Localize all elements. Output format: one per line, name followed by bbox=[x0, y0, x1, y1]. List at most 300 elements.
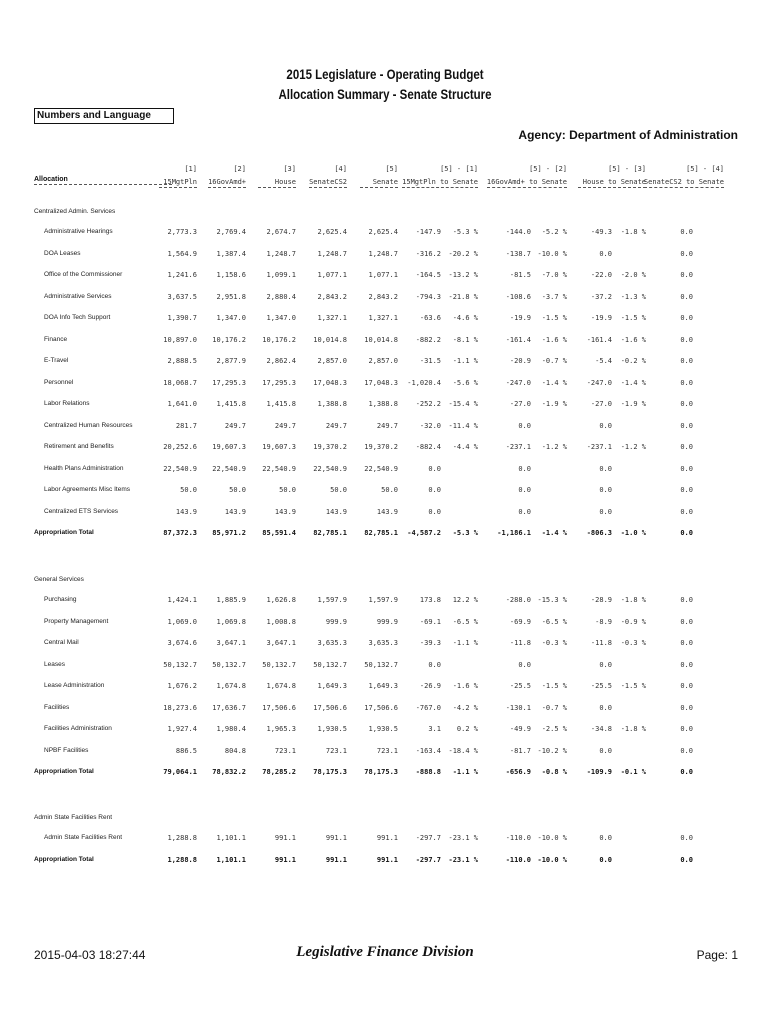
value-cell: -6.5 % bbox=[452, 617, 478, 626]
value-cell: 50.0 bbox=[381, 486, 398, 494]
value-cell: -163.4 bbox=[415, 746, 441, 755]
value-cell: 0.0 bbox=[680, 357, 693, 365]
value-cell: 1,980.4 bbox=[216, 725, 246, 733]
column-header-index: [5] bbox=[385, 165, 398, 173]
value-cell: -19.9 bbox=[590, 314, 612, 322]
report-title-line-1: 2015 Legislature - Operating Budget bbox=[286, 66, 484, 82]
value-cell: 991.1 bbox=[274, 834, 296, 842]
section-heading: Admin State Facilities Rent bbox=[34, 814, 113, 821]
value-cell: -69.9 bbox=[509, 617, 531, 626]
value-cell: 1,885.9 bbox=[216, 596, 246, 604]
value-cell: 2,857.0 bbox=[368, 357, 398, 365]
column-header-index: [5] - [3] bbox=[608, 165, 646, 173]
value-cell: 1,390.7 bbox=[167, 314, 197, 322]
value-cell: -794.3 bbox=[415, 292, 441, 301]
value-cell: 1,241.6 bbox=[167, 271, 197, 279]
value-cell: 1,347.0 bbox=[216, 314, 246, 322]
value-cell: 3,635.3 bbox=[317, 639, 347, 647]
value-cell: 19,370.2 bbox=[364, 443, 398, 451]
value-cell: -767.0 bbox=[415, 703, 441, 712]
column-header-index: [2] bbox=[233, 165, 246, 173]
value-cell: 0.0 bbox=[599, 660, 612, 669]
allocation-name: Labor Relations bbox=[44, 400, 90, 407]
value-cell: -8.1 % bbox=[452, 335, 478, 344]
value-cell: -8.9 bbox=[595, 617, 612, 626]
value-cell: -1.6 % bbox=[620, 335, 646, 344]
value-cell: -5.3 % bbox=[452, 228, 478, 236]
allocation-name: Property Management bbox=[44, 617, 109, 625]
total-value-cell: -10.0 % bbox=[537, 855, 567, 864]
allocation-name: Lease Administration bbox=[44, 682, 105, 689]
value-cell: 0.0 bbox=[680, 486, 693, 494]
total-value-cell: 82,785.1 bbox=[364, 529, 398, 537]
value-cell: -32.0 bbox=[419, 421, 441, 430]
value-cell: 0.0 bbox=[680, 596, 693, 604]
value-cell: -161.4 bbox=[505, 335, 531, 344]
value-cell: -147.9 bbox=[415, 228, 441, 236]
value-cell: 2,625.4 bbox=[368, 228, 398, 236]
allocation-name: Health Plans Administration bbox=[44, 464, 124, 472]
allocation-name: Facilities bbox=[44, 703, 70, 711]
total-value-cell: 78,175.3 bbox=[313, 768, 347, 776]
value-cell: 0.0 bbox=[680, 314, 693, 322]
value-cell: 10,014.8 bbox=[364, 335, 398, 344]
value-cell: 0.0 bbox=[599, 834, 612, 842]
allocation-name: NPBF Facilities bbox=[44, 746, 89, 754]
total-value-cell: -806.3 bbox=[586, 529, 612, 537]
column-header-label: SenateCS2 bbox=[309, 178, 347, 186]
allocation-name: Administrative Hearings bbox=[44, 228, 113, 235]
value-cell: -1.4 % bbox=[541, 378, 567, 387]
value-cell: 2,773.3 bbox=[167, 228, 197, 236]
value-cell: -19.9 bbox=[509, 314, 531, 322]
value-cell: 2,862.4 bbox=[266, 357, 296, 365]
value-cell: -31.5 bbox=[419, 357, 441, 365]
value-cell: 0.0 bbox=[680, 292, 693, 301]
value-cell: 1,248.7 bbox=[266, 249, 296, 258]
value-cell: -13.2 % bbox=[448, 271, 478, 279]
value-cell: 0.0 bbox=[680, 443, 693, 451]
value-cell: -164.5 bbox=[415, 271, 441, 279]
value-cell: 1,626.8 bbox=[266, 596, 296, 604]
total-value-cell: 85,591.4 bbox=[262, 529, 296, 537]
allocation-column-header: Allocation bbox=[34, 176, 172, 185]
value-cell: 0.0 bbox=[428, 464, 441, 473]
total-value-cell: 991.1 bbox=[274, 855, 296, 864]
value-cell: 249.7 bbox=[325, 421, 347, 430]
value-cell: 0.0 bbox=[599, 486, 612, 494]
value-cell: -10.0 % bbox=[537, 249, 567, 258]
value-cell: -1.9 % bbox=[541, 400, 567, 408]
allocation-name: Centralized ETS Services bbox=[44, 507, 119, 515]
section-heading: General Services bbox=[34, 576, 84, 583]
value-cell: 17,295.3 bbox=[262, 378, 296, 387]
value-cell: 1,099.1 bbox=[266, 271, 296, 279]
allocation-name: Centralized Human Resources bbox=[44, 421, 133, 429]
column-header-label: 16GovAmd+ bbox=[208, 178, 246, 186]
value-cell: -297.7 bbox=[415, 834, 441, 842]
value-cell: 2,880.4 bbox=[266, 292, 296, 301]
value-cell: -1.8 % bbox=[620, 725, 646, 733]
value-cell: 0.0 bbox=[680, 228, 693, 236]
total-value-cell: -1,186.1 bbox=[497, 529, 531, 537]
value-cell: -21.8 % bbox=[448, 292, 478, 301]
column-header-label: SenateCS2 to Senate bbox=[643, 178, 724, 186]
value-cell: 10,897.0 bbox=[163, 335, 197, 344]
value-cell: 1,649.3 bbox=[368, 682, 398, 690]
value-cell: 1,077.1 bbox=[317, 271, 347, 279]
value-cell: -1.4 % bbox=[620, 378, 646, 387]
value-cell: -0.7 % bbox=[541, 703, 567, 712]
appropriation-total-label: Appropriation Total bbox=[34, 855, 94, 863]
numbers-and-language-label: Numbers and Language bbox=[34, 108, 174, 124]
value-cell: 12.2 % bbox=[452, 596, 478, 604]
total-value-cell: 1,101.1 bbox=[216, 855, 246, 864]
value-cell: -28.9 bbox=[590, 596, 612, 604]
value-cell: -1,020.4 bbox=[407, 378, 441, 387]
total-value-cell: 991.1 bbox=[325, 855, 347, 864]
allocation-name: Purchasing bbox=[44, 596, 77, 603]
value-cell: -144.0 bbox=[505, 228, 531, 236]
value-cell: 50.0 bbox=[229, 486, 246, 494]
value-cell: 1,597.9 bbox=[368, 596, 398, 604]
value-cell: -0.3 % bbox=[541, 639, 567, 647]
value-cell: 1,077.1 bbox=[368, 271, 398, 279]
total-value-cell: -656.9 bbox=[505, 768, 531, 776]
value-cell: 1,564.9 bbox=[167, 249, 197, 258]
value-cell: -22.0 bbox=[590, 271, 612, 279]
column-header-index: [4] bbox=[334, 165, 347, 173]
value-cell: -882.2 bbox=[415, 335, 441, 344]
value-cell: 0.0 bbox=[680, 464, 693, 473]
value-cell: -247.0 bbox=[505, 378, 531, 387]
value-cell: -34.8 bbox=[590, 725, 612, 733]
value-cell: 1,388.8 bbox=[317, 400, 347, 408]
value-cell: -27.0 bbox=[590, 400, 612, 408]
total-value-cell: 0.0 bbox=[680, 768, 693, 776]
value-cell: -6.5 % bbox=[541, 617, 567, 626]
total-value-cell: 78,175.3 bbox=[364, 768, 398, 776]
value-cell: -4.2 % bbox=[452, 703, 478, 712]
value-cell: 1,388.8 bbox=[368, 400, 398, 408]
total-value-cell: 0.0 bbox=[599, 855, 612, 864]
allocation-name: E-Travel bbox=[44, 357, 69, 364]
value-cell: 17,295.3 bbox=[212, 378, 246, 387]
allocation-name: DOA Info Tech Support bbox=[44, 314, 111, 321]
total-value-cell: 78,832.2 bbox=[212, 768, 246, 776]
value-cell: 1,347.0 bbox=[266, 314, 296, 322]
value-cell: 2,857.0 bbox=[317, 357, 347, 365]
value-cell: -0.3 % bbox=[620, 639, 646, 647]
value-cell: 1,649.3 bbox=[317, 682, 347, 690]
value-cell: -10.0 % bbox=[537, 834, 567, 842]
value-cell: -288.0 bbox=[505, 596, 531, 604]
value-cell: 0.0 bbox=[428, 486, 441, 494]
value-cell: 0.0 bbox=[428, 507, 441, 516]
value-cell: 50,132.7 bbox=[262, 660, 296, 669]
value-cell: 3.1 bbox=[428, 725, 441, 733]
value-cell: -5.2 % bbox=[541, 228, 567, 236]
value-cell: -247.0 bbox=[586, 378, 612, 387]
total-value-cell: -109.9 bbox=[586, 768, 612, 776]
value-cell: -10.2 % bbox=[537, 746, 567, 755]
value-cell: 2,877.9 bbox=[216, 357, 246, 365]
value-cell: 1,927.4 bbox=[167, 725, 197, 733]
allocation-name: Labor Agreements Misc Items bbox=[44, 486, 130, 493]
value-cell: 0.0 bbox=[680, 335, 693, 344]
value-cell: 281.7 bbox=[175, 421, 197, 430]
value-cell: 2,674.7 bbox=[266, 228, 296, 236]
value-cell: -2.0 % bbox=[620, 271, 646, 279]
value-cell: -81.7 bbox=[509, 746, 531, 755]
column-header-label: 15MgtPln to Senate bbox=[402, 178, 478, 186]
value-cell: 2,888.5 bbox=[167, 357, 197, 365]
value-cell: -23.1 % bbox=[448, 834, 478, 842]
value-cell: -25.5 bbox=[509, 682, 531, 690]
value-cell: 2,769.4 bbox=[216, 228, 246, 236]
value-cell: -108.6 bbox=[505, 292, 531, 301]
value-cell: 1,674.8 bbox=[266, 682, 296, 690]
value-cell: 804.8 bbox=[224, 746, 246, 755]
section-heading: Centralized Admin. Services bbox=[34, 208, 116, 215]
value-cell: 0.0 bbox=[680, 378, 693, 387]
value-cell: 2,843.2 bbox=[317, 292, 347, 301]
value-cell: 0.0 bbox=[518, 660, 531, 669]
value-cell: 0.0 bbox=[680, 746, 693, 755]
total-value-cell: -5.3 % bbox=[452, 529, 478, 537]
value-cell: -1.6 % bbox=[452, 682, 478, 690]
value-cell: 10,176.2 bbox=[212, 335, 246, 344]
column-header-label: House to Senate bbox=[578, 178, 646, 188]
value-cell: 249.7 bbox=[376, 421, 398, 430]
value-cell: 0.0 bbox=[518, 421, 531, 430]
value-cell: 1,597.9 bbox=[317, 596, 347, 604]
value-cell: 1,158.6 bbox=[216, 271, 246, 279]
allocation-name: Finance bbox=[44, 335, 68, 343]
total-value-cell: -1.4 % bbox=[541, 529, 567, 537]
value-cell: 50.0 bbox=[180, 486, 197, 494]
value-cell: 143.9 bbox=[224, 507, 246, 516]
value-cell: 17,506.6 bbox=[313, 703, 347, 712]
value-cell: 3,647.1 bbox=[216, 639, 246, 647]
value-cell: 143.9 bbox=[376, 507, 398, 516]
total-value-cell: 87,372.3 bbox=[163, 529, 197, 537]
column-header-label: House bbox=[258, 178, 296, 188]
value-cell: 0.0 bbox=[680, 682, 693, 690]
value-cell: -25.5 bbox=[590, 682, 612, 690]
value-cell: -81.5 bbox=[509, 271, 531, 279]
value-cell: 1,387.4 bbox=[216, 249, 246, 258]
value-cell: -316.2 bbox=[415, 249, 441, 258]
value-cell: -15.3 % bbox=[537, 596, 567, 604]
value-cell: 1,327.1 bbox=[368, 314, 398, 322]
value-cell: -1.8 % bbox=[620, 596, 646, 604]
value-cell: 0.0 bbox=[680, 639, 693, 647]
value-cell: 17,048.3 bbox=[364, 378, 398, 387]
value-cell: 991.1 bbox=[376, 834, 398, 842]
total-value-cell: 0.0 bbox=[680, 855, 693, 864]
allocation-name: Central Mail bbox=[44, 639, 79, 646]
value-cell: -0.9 % bbox=[620, 617, 646, 626]
value-cell: 17,506.6 bbox=[364, 703, 398, 712]
value-cell: 0.0 bbox=[428, 660, 441, 669]
value-cell: 999.9 bbox=[376, 617, 398, 626]
value-cell: 22,540.9 bbox=[163, 464, 197, 473]
allocation-name: Personnel bbox=[44, 378, 74, 386]
column-header-label: 15MgtPln bbox=[159, 178, 197, 188]
value-cell: 19,370.2 bbox=[313, 443, 347, 451]
value-cell: -237.1 bbox=[505, 443, 531, 451]
value-cell: -2.5 % bbox=[541, 725, 567, 733]
value-cell: 22,540.9 bbox=[313, 464, 347, 473]
value-cell: -138.7 bbox=[505, 249, 531, 258]
value-cell: -63.6 bbox=[419, 314, 441, 322]
value-cell: -1.8 % bbox=[620, 228, 646, 236]
value-cell: -1.5 % bbox=[541, 314, 567, 322]
value-cell: -1.5 % bbox=[620, 682, 646, 690]
value-cell: -1.2 % bbox=[620, 443, 646, 451]
value-cell: -252.2 bbox=[415, 400, 441, 408]
value-cell: -49.9 bbox=[509, 725, 531, 733]
allocation-name: Facilities Administration bbox=[44, 725, 112, 732]
value-cell: 0.0 bbox=[680, 507, 693, 516]
allocation-name: DOA Leases bbox=[44, 249, 81, 257]
allocation-name: Leases bbox=[44, 660, 65, 668]
value-cell: -11.8 bbox=[590, 639, 612, 647]
value-cell: -3.7 % bbox=[541, 292, 567, 301]
value-cell: 723.1 bbox=[325, 746, 347, 755]
value-cell: -7.0 % bbox=[541, 271, 567, 279]
column-header-index: [5] - [4] bbox=[686, 165, 724, 173]
value-cell: -0.2 % bbox=[620, 357, 646, 365]
value-cell: -1.2 % bbox=[541, 443, 567, 451]
value-cell: 0.0 bbox=[518, 486, 531, 494]
value-cell: 1,415.8 bbox=[216, 400, 246, 408]
value-cell: -49.3 bbox=[590, 228, 612, 236]
value-cell: -27.0 bbox=[509, 400, 531, 408]
value-cell: 3,635.3 bbox=[368, 639, 398, 647]
value-cell: -4.6 % bbox=[452, 314, 478, 322]
value-cell: 2,951.8 bbox=[216, 292, 246, 301]
value-cell: 0.0 bbox=[599, 746, 612, 755]
column-header-label: Senate bbox=[360, 178, 398, 188]
value-cell: 1,641.0 bbox=[167, 400, 197, 408]
value-cell: 18,068.7 bbox=[163, 378, 197, 387]
value-cell: 22,540.9 bbox=[364, 464, 398, 473]
value-cell: 0.0 bbox=[599, 464, 612, 473]
allocation-name: Retirement and Benefits bbox=[44, 443, 114, 450]
value-cell: 17,506.6 bbox=[262, 703, 296, 712]
value-cell: 0.0 bbox=[680, 421, 693, 430]
agency-name: Agency: Department of Administration bbox=[518, 128, 738, 142]
value-cell: 0.0 bbox=[680, 400, 693, 408]
appropriation-total-label: Appropriation Total bbox=[34, 529, 94, 536]
value-cell: 0.0 bbox=[599, 703, 612, 712]
value-cell: 50,132.7 bbox=[364, 660, 398, 669]
value-cell: -882.4 bbox=[415, 443, 441, 451]
total-value-cell: -110.0 bbox=[505, 855, 531, 864]
value-cell: -1.9 % bbox=[620, 400, 646, 408]
total-value-cell: -4,587.2 bbox=[407, 529, 441, 537]
division-name: Legislative Finance Division bbox=[296, 944, 474, 960]
total-value-cell: 79,064.1 bbox=[163, 768, 197, 776]
value-cell: 0.0 bbox=[680, 725, 693, 733]
value-cell: 0.0 bbox=[599, 507, 612, 516]
value-cell: 1,101.1 bbox=[216, 834, 246, 842]
page-number: Page: 1 bbox=[696, 948, 738, 962]
value-cell: -20.2 % bbox=[448, 249, 478, 258]
total-value-cell: -23.1 % bbox=[448, 855, 478, 864]
value-cell: 19,607.3 bbox=[262, 443, 296, 451]
value-cell: -11.4 % bbox=[448, 421, 478, 430]
value-cell: 0.0 bbox=[518, 464, 531, 473]
value-cell: 0.0 bbox=[680, 834, 693, 842]
total-value-cell: 78,285.2 bbox=[262, 768, 296, 776]
value-cell: -0.7 % bbox=[541, 357, 567, 365]
value-cell: -237.1 bbox=[586, 443, 612, 451]
value-cell: 1,930.5 bbox=[368, 725, 398, 733]
value-cell: 0.0 bbox=[518, 507, 531, 516]
value-cell: 1,424.1 bbox=[167, 596, 197, 604]
value-cell: -18.4 % bbox=[448, 746, 478, 755]
value-cell: 249.7 bbox=[274, 421, 296, 430]
value-cell: 0.0 bbox=[680, 271, 693, 279]
total-value-cell: 85,971.2 bbox=[212, 529, 246, 537]
value-cell: 3,674.6 bbox=[167, 639, 197, 647]
value-cell: 1,674.8 bbox=[216, 682, 246, 690]
value-cell: 0.0 bbox=[599, 421, 612, 430]
value-cell: 50,132.7 bbox=[163, 660, 197, 669]
value-cell: -110.0 bbox=[505, 834, 531, 842]
value-cell: 723.1 bbox=[274, 746, 296, 755]
value-cell: -37.2 bbox=[590, 292, 612, 301]
value-cell: 991.1 bbox=[325, 834, 347, 842]
value-cell: 173.8 bbox=[419, 596, 441, 604]
value-cell: -1.1 % bbox=[452, 639, 478, 647]
value-cell: -20.9 bbox=[509, 357, 531, 365]
value-cell: -11.8 bbox=[509, 639, 531, 647]
value-cell: -1.6 % bbox=[541, 335, 567, 344]
value-cell: 0.2 % bbox=[456, 725, 478, 733]
total-value-cell: -297.7 bbox=[415, 855, 441, 864]
column-header-index: [5] - [2] bbox=[529, 165, 567, 173]
column-header-index: [3] bbox=[283, 165, 296, 173]
value-cell: 143.9 bbox=[274, 507, 296, 516]
value-cell: 1,248.7 bbox=[317, 249, 347, 258]
value-cell: 1,248.7 bbox=[368, 249, 398, 258]
value-cell: 0.0 bbox=[680, 703, 693, 712]
report-timestamp: 2015-04-03 18:27:44 bbox=[34, 948, 146, 962]
value-cell: 886.5 bbox=[175, 746, 197, 755]
value-cell: 50,132.7 bbox=[313, 660, 347, 669]
value-cell: -69.1 bbox=[419, 617, 441, 626]
value-cell: -161.4 bbox=[586, 335, 612, 344]
value-cell: 999.9 bbox=[325, 617, 347, 626]
value-cell: 10,014.8 bbox=[313, 335, 347, 344]
value-cell: 50.0 bbox=[279, 486, 296, 494]
value-cell: -4.4 % bbox=[452, 443, 478, 451]
value-cell: 17,048.3 bbox=[313, 378, 347, 387]
value-cell: 19,607.3 bbox=[212, 443, 246, 451]
value-cell: 1,008.8 bbox=[266, 617, 296, 626]
value-cell: 1,930.5 bbox=[317, 725, 347, 733]
value-cell: 249.7 bbox=[224, 421, 246, 430]
value-cell: 22,540.9 bbox=[212, 464, 246, 473]
value-cell: 723.1 bbox=[376, 746, 398, 755]
value-cell: 1,415.8 bbox=[266, 400, 296, 408]
value-cell: 0.0 bbox=[680, 660, 693, 669]
total-value-cell: 991.1 bbox=[376, 855, 398, 864]
